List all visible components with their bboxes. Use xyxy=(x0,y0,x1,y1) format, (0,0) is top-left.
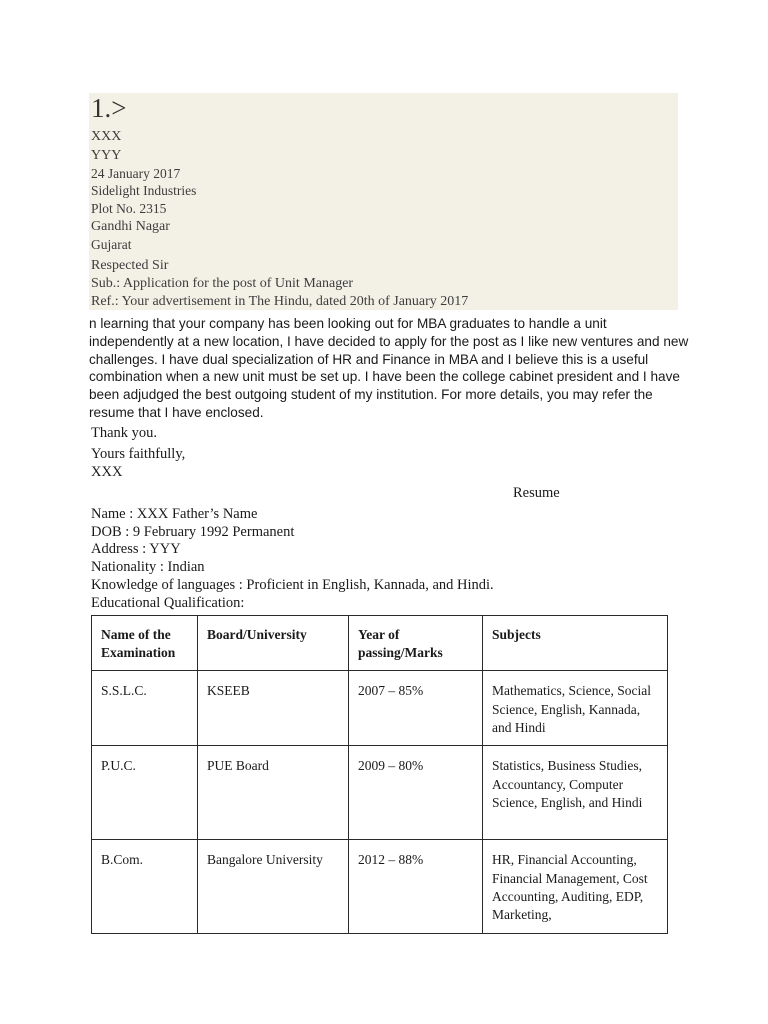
table-cell: B.Com. xyxy=(92,840,198,934)
resume-title: Resume xyxy=(513,485,560,501)
table-cell: P.U.C. xyxy=(92,746,198,840)
table-cell: PUE Board xyxy=(198,746,349,840)
letter-number: 1.> xyxy=(91,93,127,123)
table-cell: HR, Financial Accounting, Financial Management, Cost Accounting, Auditing, EDP, Marketing, xyxy=(483,840,668,934)
table-cell: Mathematics, Science, Social Science, English, Kannada, and Hindi xyxy=(483,671,668,746)
table-row xyxy=(92,671,668,746)
table-header-cell: Board/University xyxy=(198,616,349,671)
resume-address: Address : YYY xyxy=(91,541,181,557)
table-header-cell: Year of passing/Marks xyxy=(349,616,483,671)
table-row xyxy=(92,840,668,934)
table-header-cell: Subjects xyxy=(483,616,668,671)
education-table xyxy=(91,615,668,934)
table-cell: 2012 – 88% xyxy=(349,840,483,934)
table-row xyxy=(92,746,668,840)
table-cell: Bangalore University xyxy=(198,840,349,934)
table-cell: KSEEB xyxy=(198,671,349,746)
resume-nationality: Nationality : Indian xyxy=(91,559,205,575)
resume-name: Name : XXX Father’s Name xyxy=(91,506,258,522)
reference-line: Ref.: Your advertisement in The Hindu, dated 20th of January 2017 xyxy=(91,294,469,309)
table-cell: S.S.L.C. xyxy=(92,671,198,746)
resume-languages: Knowledge of languages : Proficient in English, Kannada, and Hindi. xyxy=(91,577,494,593)
thanks-line: Thank you. xyxy=(91,425,158,441)
company-name: Sidelight Industries xyxy=(91,183,197,198)
company-city: Gandhi Nagar xyxy=(91,219,170,234)
company-state: Gujarat xyxy=(91,237,132,252)
resume-dob: DOB : 9 February 1992 Permanent xyxy=(91,524,295,540)
letter-body: n learning that your company has been looking out for MBA graduates to handle a unit independently at a new location, I have decided to apply for the post as I like new ventures and new challenges. I have dual specialization of HR and Finance in MBA and I believe this is a useful combination when a new unit must be set up. I have been the college cabinet president and I have been adjudged the best outgoing student of my institution. For more details, you may refer the resume that I have enclosed. xyxy=(89,316,689,420)
closing-line: Yours faithfully, xyxy=(91,446,186,462)
sender-name: XXX xyxy=(91,129,122,144)
table-header-row xyxy=(92,616,668,671)
table-cell: 2009 – 80% xyxy=(349,746,483,840)
salutation: Respected Sir xyxy=(91,258,169,273)
table-cell: 2007 – 85% xyxy=(349,671,483,746)
subject-line: Sub.: Application for the post of Unit Manager xyxy=(91,276,354,291)
letter-date: 24 January 2017 xyxy=(91,166,181,181)
table-header-cell: Name of the Examination xyxy=(92,616,198,671)
sender-address: YYY xyxy=(91,148,122,163)
company-plot: Plot No. 2315 xyxy=(91,201,167,216)
education-heading: Educational Qualification: xyxy=(91,595,245,611)
signature: XXX xyxy=(91,464,123,480)
table-cell: Statistics, Business Studies, Accountancy, Computer Science, English, and Hindi xyxy=(483,746,668,840)
